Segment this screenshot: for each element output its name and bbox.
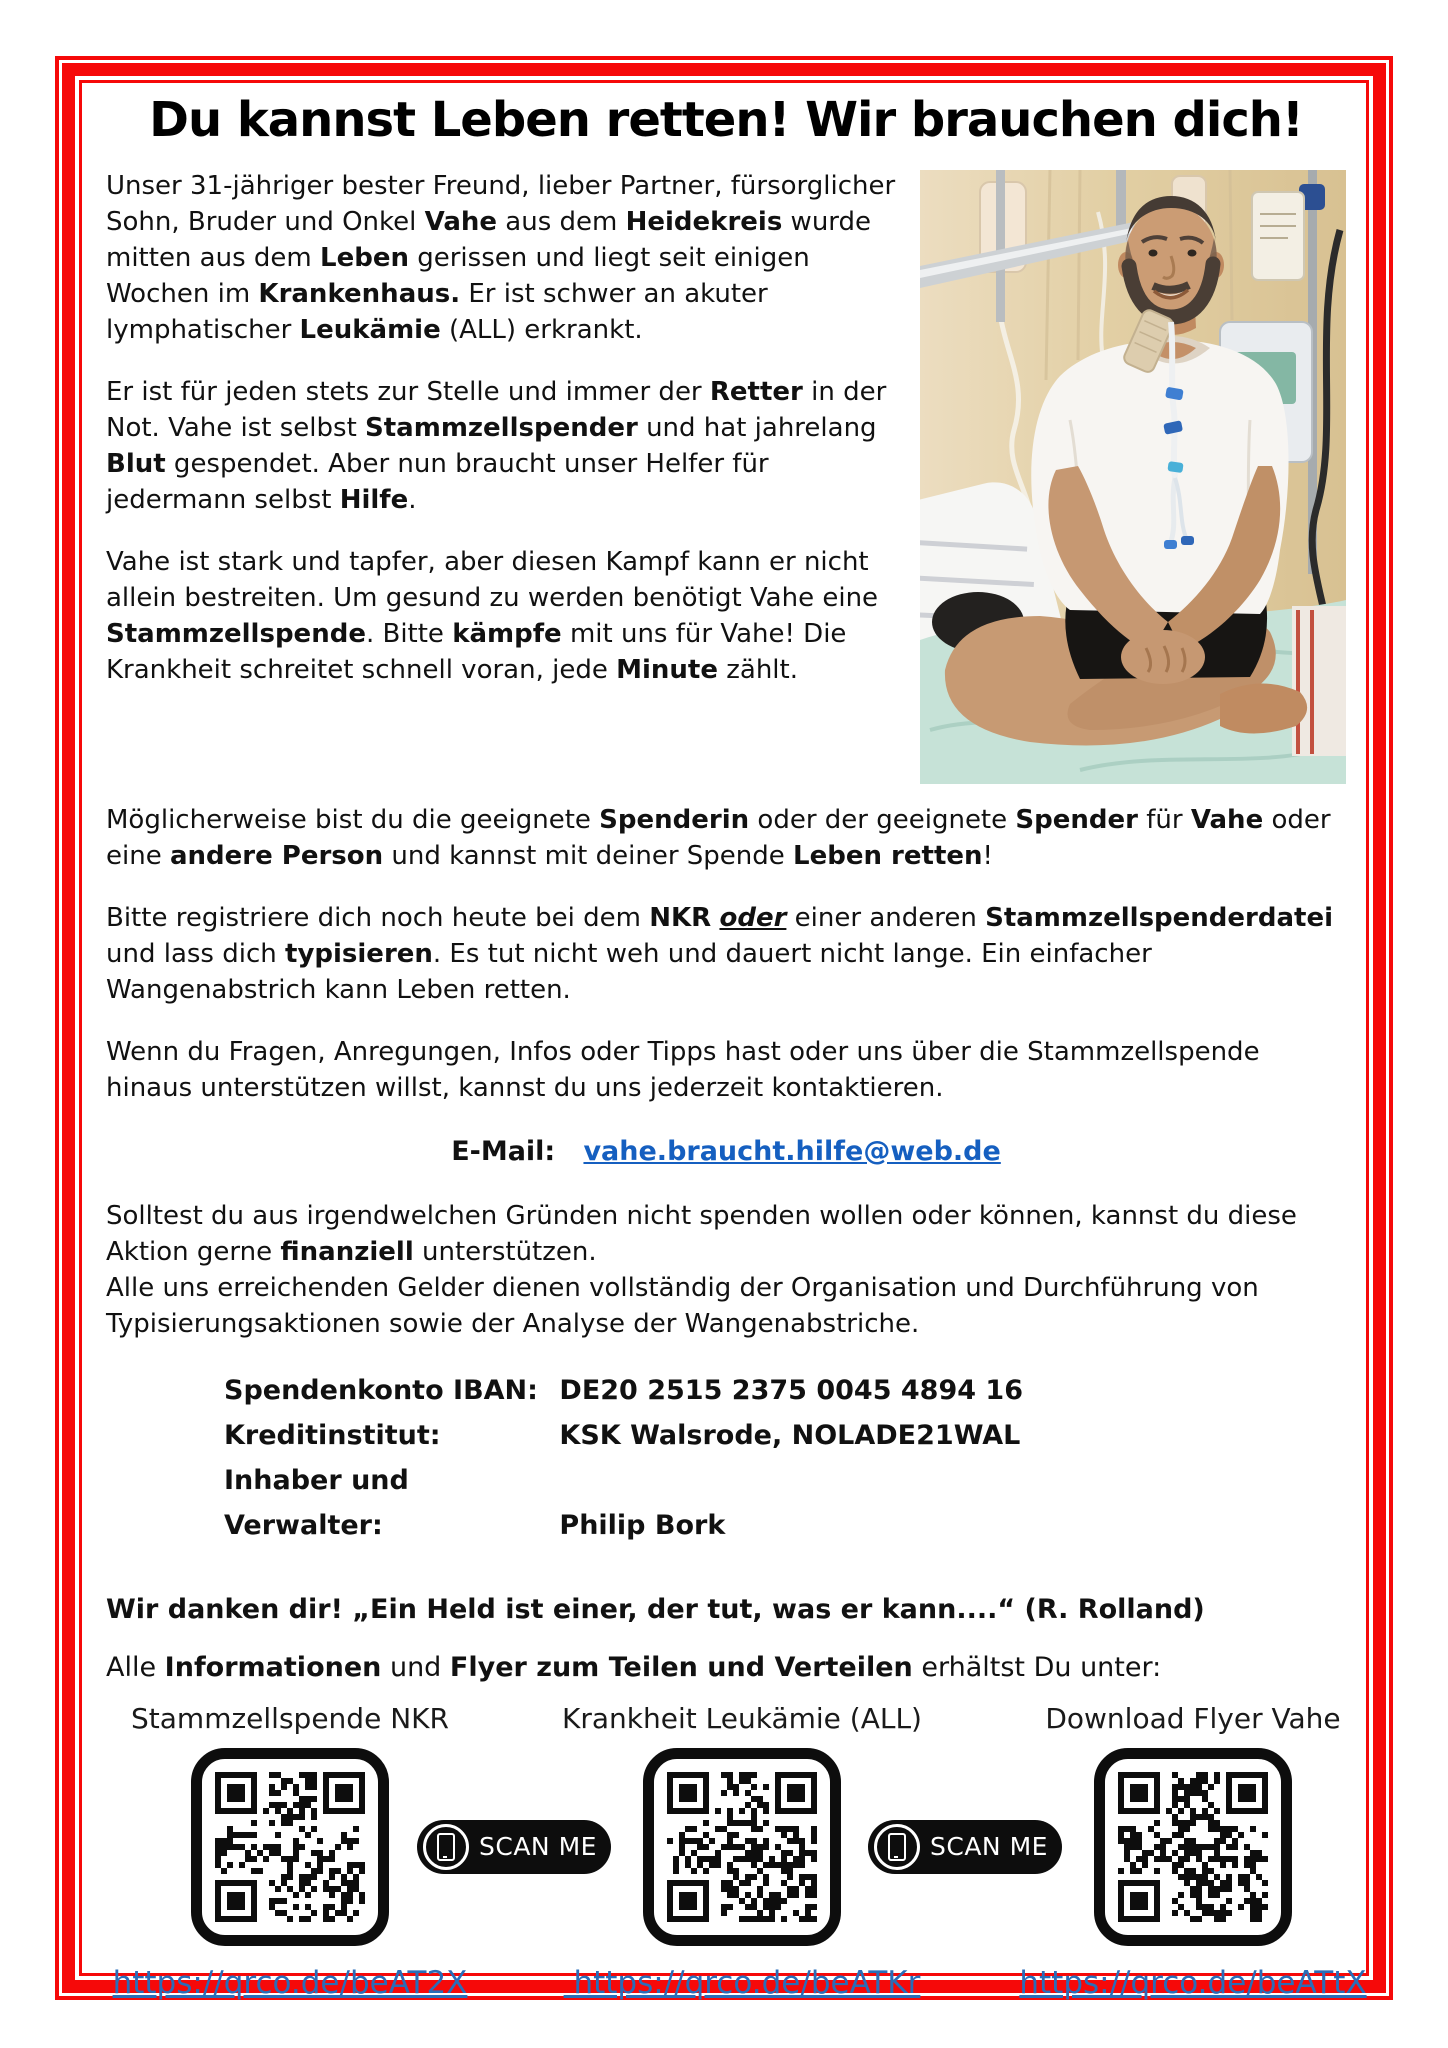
paragraph-kontakt: Wenn du Fragen, Anregungen, Infos oder Tipps hast oder uns über die Stammzellspende hinaus unterstützen willst, kannst du uns jederzeit kontaktieren. [106, 1036, 1260, 1103]
phone-icon [874, 1824, 920, 1870]
paragraph-retter: Er ist für jeden stets zur Stelle und immer der Retter in der Not. Vahe ist selbst Stammzellspender und hat jahrelang Blut gespendet. Aber nun braucht unser Helfer für jedermann selbst Hilfe. [106, 376, 887, 515]
qr-label-flyer: Download Flyer Vahe [1045, 1701, 1341, 1735]
qr-pattern-nkr [215, 1772, 365, 1922]
outer-red-frame [55, 56, 1393, 2000]
thick-red-frame [62, 63, 1386, 2001]
scan-me-label-2: SCAN ME [930, 1831, 1048, 1861]
qr-code-flyer [1094, 1748, 1292, 1946]
qr-url-nkr-wrap [100, 1964, 480, 2002]
body-text [106, 168, 1367, 2014]
page-title: Du kannst Leben retten! Wir brauchen dich! [149, 92, 1303, 148]
qr-column-flyer [1003, 1702, 1383, 2002]
paragraph-spender: Möglicherweise bist du die geeignete Spenderin oder der geeignete Spender für Vahe oder eine andere Person und kannst mit deiner Spende Leben retten! [106, 804, 1331, 871]
info-line: Alle Informationen und Flyer zum Teilen und Verteilen erhältst Du unter: [106, 1651, 1162, 1683]
email-link[interactable]: vahe.braucht.hilfe@web.de [583, 1135, 1001, 1167]
email-line [106, 1132, 1346, 1172]
qr-url-flyer-wrap [1003, 1964, 1383, 2002]
scan-me-label-1: SCAN ME [479, 1831, 597, 1861]
qr-section [106, 1701, 1367, 2014]
bank-row-iban [224, 1368, 1346, 1413]
qr-code-leukaemie [643, 1748, 841, 1946]
paragraph-kampf: Vahe ist stark und tapfer, aber diesen Kampf kann er nicht allein bestreiten. Um gesund zu werden benötigt Vahe eine Stammzellspende. Bitte kämpfe mit uns für Vahe! Die Krankheit schreitet schnell voran, jede Minute zählt. [106, 546, 879, 685]
flyer-content [82, 83, 1367, 2001]
bank-details [106, 1368, 1346, 1548]
qr-label-leukaemie: Krankheit Leukämie (ALL) [562, 1701, 922, 1735]
bank-value-institut: KSK Walsrode, NOLADE21WAL [559, 1419, 1021, 1451]
inner-red-frame [79, 80, 1369, 2001]
qr-url-leukaemie[interactable]: https://qrco.de/beATKr [563, 1964, 921, 2001]
bank-row-institut [224, 1413, 1346, 1458]
paragraph-intro: Unser 31-jähriger bester Freund, lieber Partner, fürsorglicher Sohn, Bruder und Onkel Vahe aus dem Heidekreis wurde mitten aus dem Leben gerissen und liegt seit einigen Wochen im Krankenhaus. Er ist schwer an akuter lymphatischer Leukämie (ALL) erkrankt. [106, 170, 896, 345]
bank-value-inhaber: Philip Bork [559, 1509, 726, 1541]
patient-photo [920, 170, 1346, 784]
qr-label-nkr: Stammzellspende NKR [131, 1701, 449, 1735]
qr-url-nkr[interactable]: https://qrco.de/beAT2X [112, 1964, 468, 2001]
paragraph-finanziell: Solltest du aus irgendwelchen Gründen nicht spenden wollen oder können, kannst du diese Aktion gerne finanziell unterstützen. Alle uns erreichenden Gelder dienen vollständig der Organisation und Durchführung von Typisierungsaktionen sowie der Analyse der Wangenabstriche. [106, 1200, 1297, 1339]
bank-label-institut: Kreditinstitut: [224, 1419, 441, 1451]
thanks-line: Wir danken dir! „Ein Held ist einer, der tut, was er kann....“ (R. Rolland) [106, 1593, 1205, 1625]
qr-pattern-flyer [1118, 1772, 1268, 1922]
bank-value-iban: DE20 2515 2375 0045 4894 16 [559, 1374, 1023, 1406]
qr-url-leukaemie-wrap [552, 1964, 932, 2002]
bank-row-inhaber [224, 1458, 1346, 1548]
patient-photo-illustration [920, 170, 1346, 784]
qr-url-flyer[interactable]: https://qrco.de/beATtX [1019, 1964, 1367, 2001]
qr-pattern-leukaemie [667, 1772, 817, 1922]
email-label: E-Mail: [451, 1135, 556, 1167]
bank-label-inhaber: Inhaber und Verwalter: [224, 1464, 409, 1541]
bank-label-iban: Spendenkonto IBAN: [224, 1374, 538, 1406]
phone-icon [423, 1824, 469, 1870]
paragraph-registrierung: Bitte registriere dich noch heute bei dem NKR oder einer anderen Stammzellspenderdatei und lass dich typisieren. Es tut nicht weh und dauert nicht lange. Ein einfacher Wangenabstrich kann Leben retten. [106, 902, 1333, 1005]
qr-code-nkr [191, 1748, 389, 1946]
